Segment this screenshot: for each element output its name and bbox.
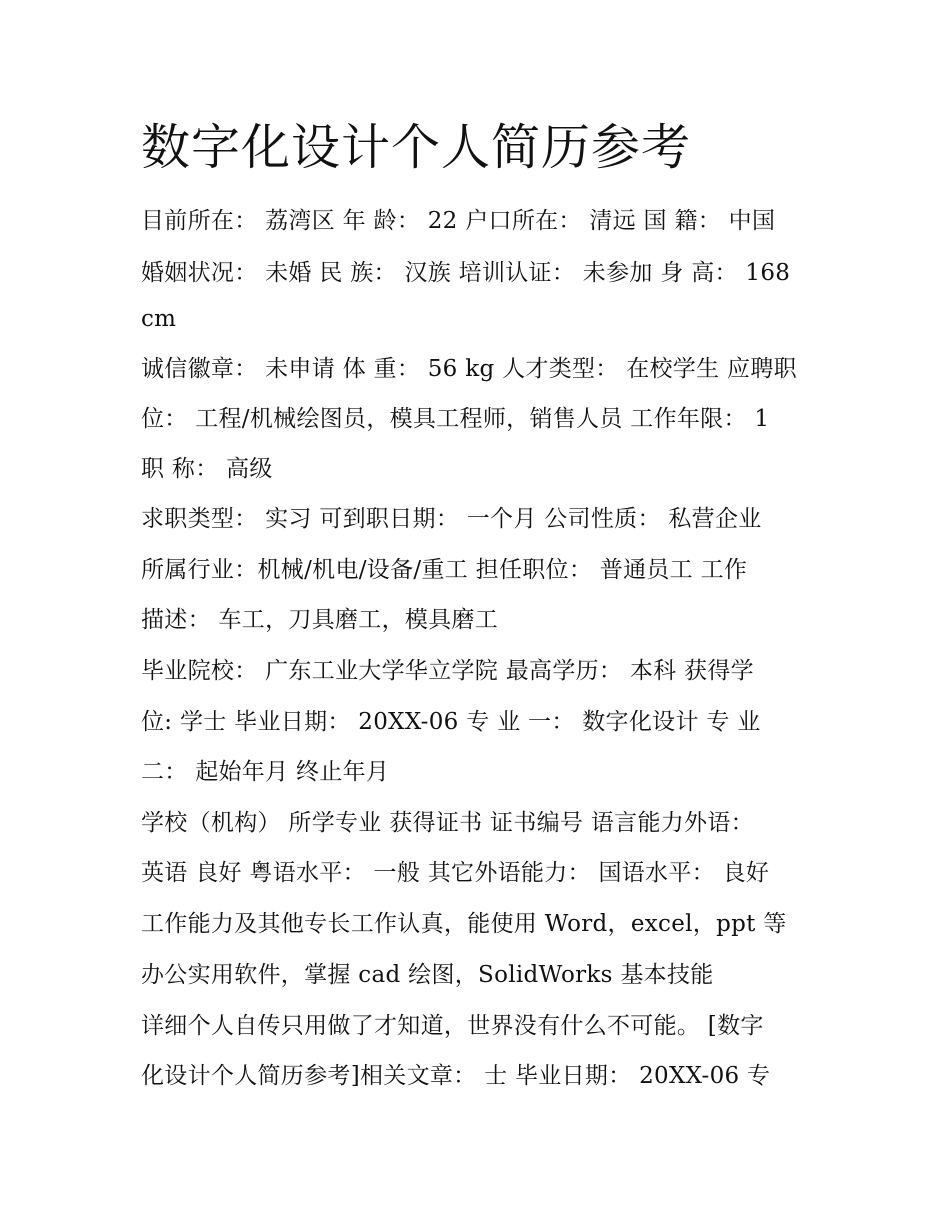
body-line: 英语 良好 粤语水平： 一般 其它外语能力： 国语水平： 良好 xyxy=(141,860,770,886)
body-line: 职 称： 高级 xyxy=(141,456,273,482)
body-line: 求职类型： 实习 可到职日期： 一个月 公司性质： 私营企业 xyxy=(141,506,762,532)
body-line: 工作能力及其他专长工作认真，能使用 Word，excel，ppt 等 xyxy=(141,911,787,937)
body-line: 婚姻状况： 未婚 民 族： 汉族 培训认证： 未参加 身 高： 168 xyxy=(141,260,791,286)
body-line: 诚信徽章： 未申请 体 重： 56 kg 人才类型： 在校学生 应聘职 xyxy=(141,356,797,382)
body-line: 位: 学士 毕业日期： 20XX-06 专 业 一： 数字化设计 专 业 xyxy=(141,709,761,735)
body-line: 所属行业：机械/机电/设备/重工 担任职位： 普通员工 工作 xyxy=(141,557,748,583)
body-line: 目前所在： 荔湾区 年 龄： 22 户口所在： 清远 国 籍： 中国 xyxy=(141,208,776,234)
body-line: 办公实用软件，掌握 cad 绘图，SolidWorks 基本技能 xyxy=(141,962,714,988)
body-line: 位： 工程/机械绘图员，模具工程师，销售人员 工作年限： 1 xyxy=(141,406,770,432)
body-line: cm xyxy=(141,306,177,332)
body-line: 化设计个人简历参考]相关文章： 士 毕业日期： 20XX-06 专 xyxy=(141,1063,771,1089)
body-line: 毕业院校： 广东工业大学华立学院 最高学历： 本科 获得学 xyxy=(141,658,754,684)
body-line: 详细个人自传只用做了才知道，世界没有什么不可能。 [数字 xyxy=(141,1013,764,1039)
body-line: 二： 起始年月 终止年月 xyxy=(141,759,390,785)
page-title: 数字化设计个人简历参考 xyxy=(141,119,692,176)
body-line: 学校（机构） 所学专业 获得证书 证书编号 语言能力外语： xyxy=(141,810,754,836)
body-line: 描述： 车工，刀具磨工，模具磨工 xyxy=(141,607,499,633)
